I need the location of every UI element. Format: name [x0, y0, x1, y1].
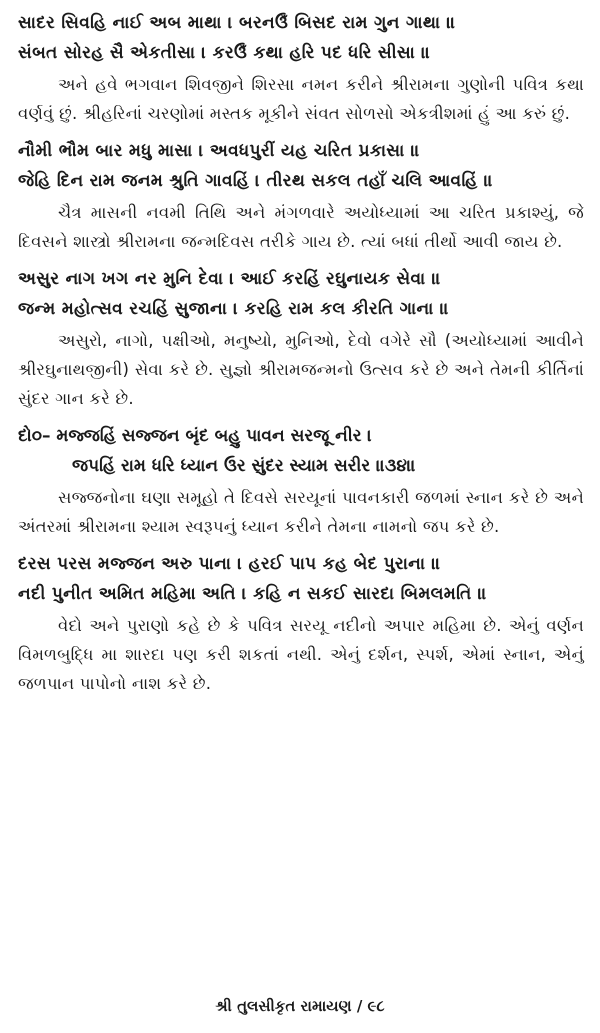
meaning-paragraph-4: વેદો અને પુરાણો કહે છે કે પવિત્ર સરયૂ નદીનો અપાર મહિમા છે. એનું વર્ણન વિમળબુદ્ધિ મા શારદા પણ કરી શકતાં નથી. એનું દર્શન, સ્પર્શ, એમાં સ્નાન, એનું જળપાન પાપોનો નાશ કરે છે. — [18, 616, 584, 693]
verse-line: સાદર સિવહિ નાઈ અબ માથા । બરનઉઁ બિસદ રામ ગુન ગાથા ॥ — [18, 13, 456, 33]
verse-line: જેહિ દિન રામ જનમ શ્રુતિ ગાવહિં । તીરથ સકલ તહાઁ ચલિ આવહિં ॥ — [18, 171, 494, 191]
verse-block-2 — [18, 136, 584, 196]
page-content — [18, 8, 584, 706]
verse-line: નદી પુનીત અમિત મહિમા અતિ । કહિ ન સકઈ સારદા બિમલમતિ ॥ — [18, 584, 488, 604]
meaning-paragraph-1: અને હવે ભગવાન શિવજીને શિરસા નમન કરીને શ્રીરામના ગુણોની પવિત્ર કથા વર્ણવું છું. શ્રીહરિનાં ચરણોમાં મસ્તક મૂકીને સંવત સોળસો એકત્રીશમાં હું આ કરું છું. — [18, 75, 584, 123]
doha-line-1: દો૦– મજ્જહિં સજ્જન બૃંદ બહુ પાવન સરજૂ નીર । — [18, 426, 372, 446]
meaning-paragraph-2: ચૈત્ર માસની નવમી તિથિ અને મંગળવારે અયોધ્યામાં આ ચરિત પ્રકાશ્યું, જે દિવસને શાસ્ત્રો શ્રીરામના જન્મદિવસ તરીકે ગાય છે. ત્યાં બધાં તીર્થો આવી જાય છે. — [18, 203, 584, 251]
meaning-paragraph-3: અસુરો, નાગો, પક્ષીઓ, મનુષ્યો, મુનિઓ, દેવો વગેરે સૌ (અયોધ્યામાં આવીને શ્રીરઘુનાથજીની) સેવા કરે છે. સુજ્ઞો શ્રીરામજન્મનો ઉત્સવ કરે છે અને તેમની કીર્તિનાં સુંદર ગાન કરે છે. — [18, 331, 584, 408]
verse-line: સંબત સોરહ સૈ એકતીસા । કરઉઁ કથા હરિ પદ ધરિ સીસા ॥ — [18, 43, 431, 63]
verse-line: નૌમી ભૌમ બાર મધુ માસા । અવધપુરીં યહ ચરિત પ્રકાસા ॥ — [18, 141, 421, 161]
verse-block-4 — [18, 549, 584, 609]
verse-line: દરસ પરસ મજ્જન અરુ પાના । હરઈ પાપ કહ બેદ પુરાના ॥ — [18, 554, 441, 574]
verse-block-1 — [18, 8, 584, 68]
doha-line-2: જપહિં રામ ધરિ ધ્યાન ઉર સુંદર સ્યામ સરીર ॥૩૪॥ — [72, 456, 416, 476]
verse-block-3 — [18, 264, 584, 324]
verse-line: જન્મ મહોત્સવ રચહિં સુજાના । કરહિ રામ કલ કીરતિ ગાના ॥ — [18, 299, 450, 319]
verse-line: અસુર નાગ ખગ નર મુનિ દેવા । આઈ કરહિં રઘુનાયક સેવા ॥ — [18, 269, 441, 289]
doha-block — [18, 421, 584, 481]
doha-meaning-paragraph: સજ્જનોના ઘણા સમૂહો તે દિવસે સરયૂનાં પાવનકારી જળમાં સ્નાન કરે છે અને અંતરમાં શ્રીરામના શ્યામ સ્વરૂપનું ધ્યાન કરીને તેમના નામનો જપ કરે છે. — [18, 488, 584, 536]
page-footer: શ્રી તુલસીકૃત રામાયણ / ૯૮ — [215, 997, 385, 1015]
